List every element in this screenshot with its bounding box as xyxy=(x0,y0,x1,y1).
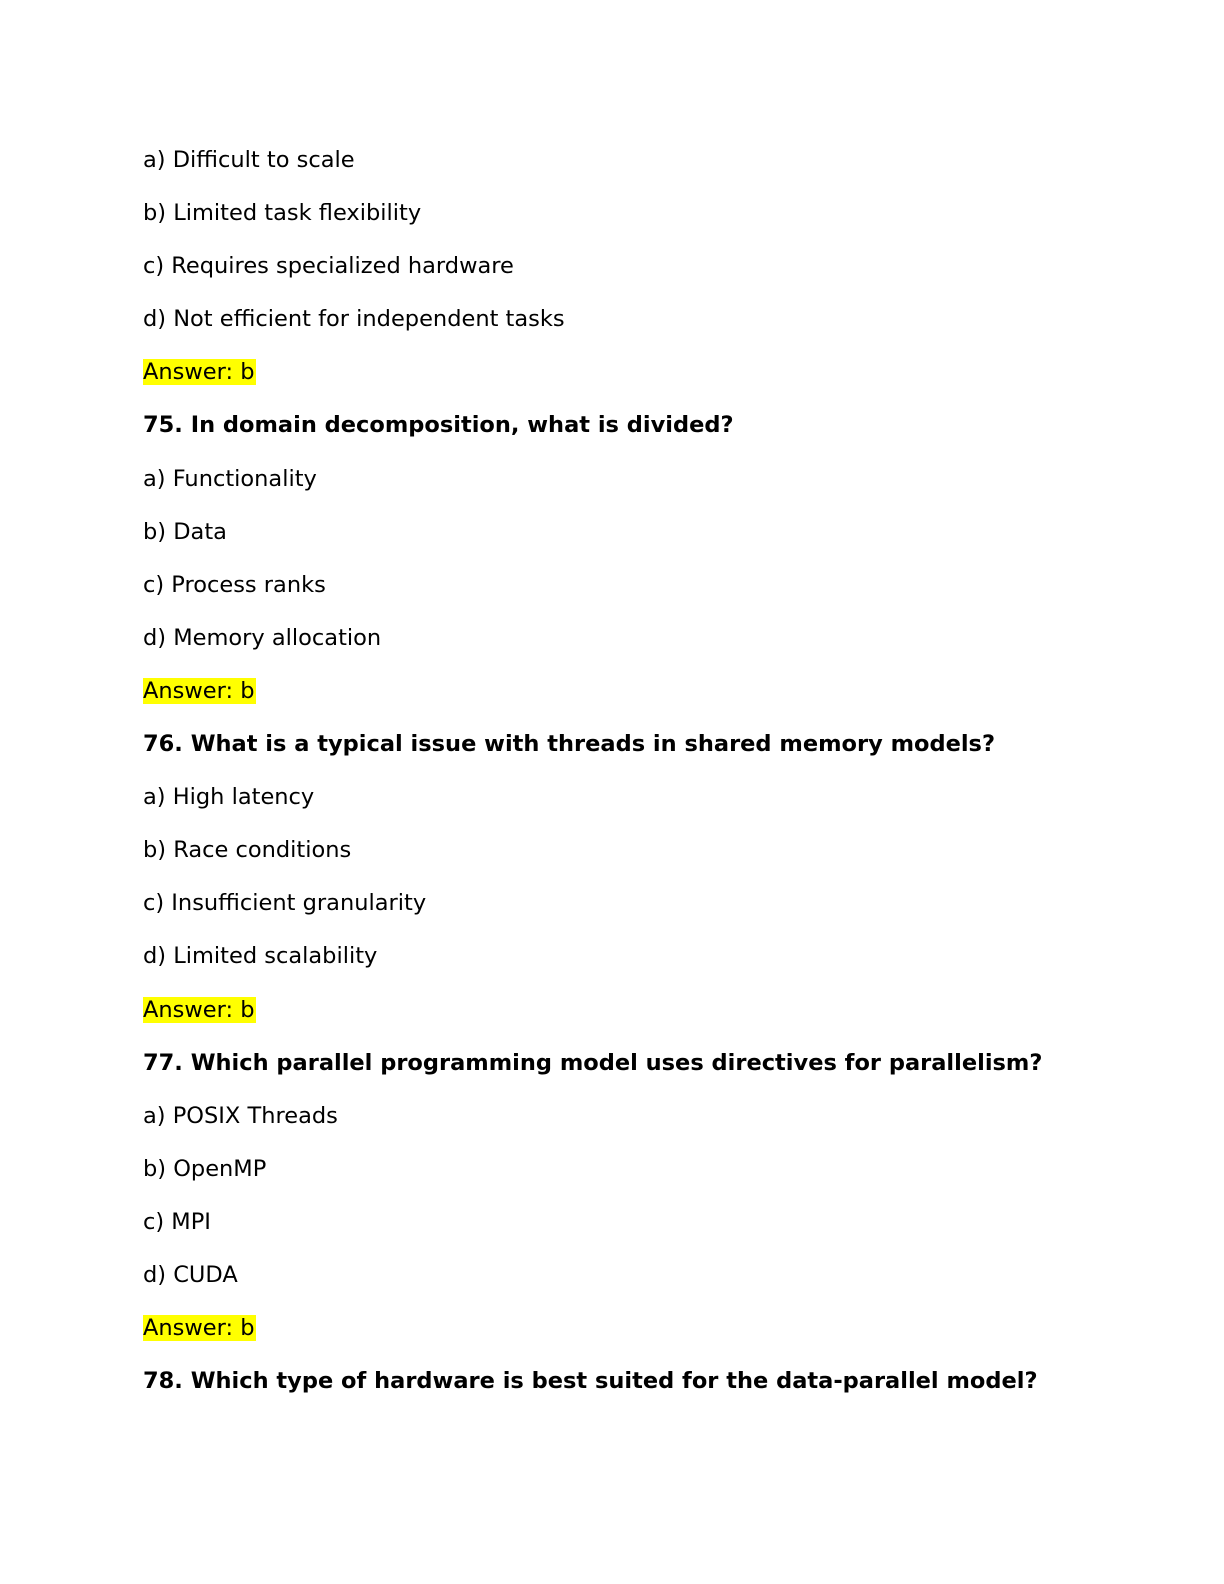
answer-highlight: Answer: b xyxy=(143,677,255,704)
option-text: d) Not efficient for independent tasks xyxy=(143,306,565,333)
option-line xyxy=(143,883,1103,936)
option-text: a) Difficult to scale xyxy=(143,147,355,173)
option-line xyxy=(143,512,1103,565)
option-line xyxy=(143,777,1103,830)
option-text: d) Limited scalability xyxy=(143,943,378,970)
question-text: 75. In domain decomposition, what is divided? xyxy=(143,412,734,439)
answer-highlight: Answer: b xyxy=(143,1315,255,1342)
option-text: a) High latency xyxy=(143,784,315,811)
option-text: b) Limited task flexibility xyxy=(143,200,422,227)
option-text: a) Functionality xyxy=(143,465,317,492)
option-line xyxy=(143,299,1103,352)
answer-line xyxy=(143,352,1103,405)
question-line xyxy=(143,405,1103,458)
question-text: 76. What is a typical issue with threads in shared memory models? xyxy=(143,731,996,758)
option-line xyxy=(143,140,1103,193)
option-line xyxy=(143,936,1103,989)
option-text: c) MPI xyxy=(143,1208,211,1235)
document-page xyxy=(143,140,1103,1414)
option-text: a) POSIX Threads xyxy=(143,1102,338,1129)
answer-line xyxy=(143,671,1103,724)
answer-highlight: Answer: b xyxy=(143,996,255,1023)
question-text: 77. Which parallel programming model uses directives for parallelism? xyxy=(143,1049,1043,1076)
option-line xyxy=(143,193,1103,246)
option-text: b) Race conditions xyxy=(143,837,352,864)
option-line xyxy=(143,1255,1103,1308)
question-line xyxy=(143,1361,1103,1414)
option-text: b) OpenMP xyxy=(143,1155,267,1182)
option-text: d) CUDA xyxy=(143,1261,238,1288)
option-line xyxy=(143,1096,1103,1149)
option-text: c) Process ranks xyxy=(143,571,326,598)
question-line xyxy=(143,1043,1103,1096)
option-text: b) Data xyxy=(143,518,227,545)
option-line xyxy=(143,1149,1103,1202)
option-text: d) Memory allocation xyxy=(143,624,382,651)
option-text: c) Insufficient granularity xyxy=(143,890,427,917)
option-line xyxy=(143,830,1103,883)
question-line xyxy=(143,724,1103,777)
answer-line xyxy=(143,990,1103,1043)
option-line xyxy=(143,565,1103,618)
option-text: c) Requires specialized hardware xyxy=(143,253,514,280)
option-line xyxy=(143,246,1103,299)
answer-highlight: Answer: b xyxy=(143,359,255,386)
option-line xyxy=(143,459,1103,512)
option-line xyxy=(143,618,1103,671)
option-line xyxy=(143,1202,1103,1255)
answer-line xyxy=(143,1308,1103,1361)
question-text: 78. Which type of hardware is best suited for the data-parallel model? xyxy=(143,1368,1038,1395)
